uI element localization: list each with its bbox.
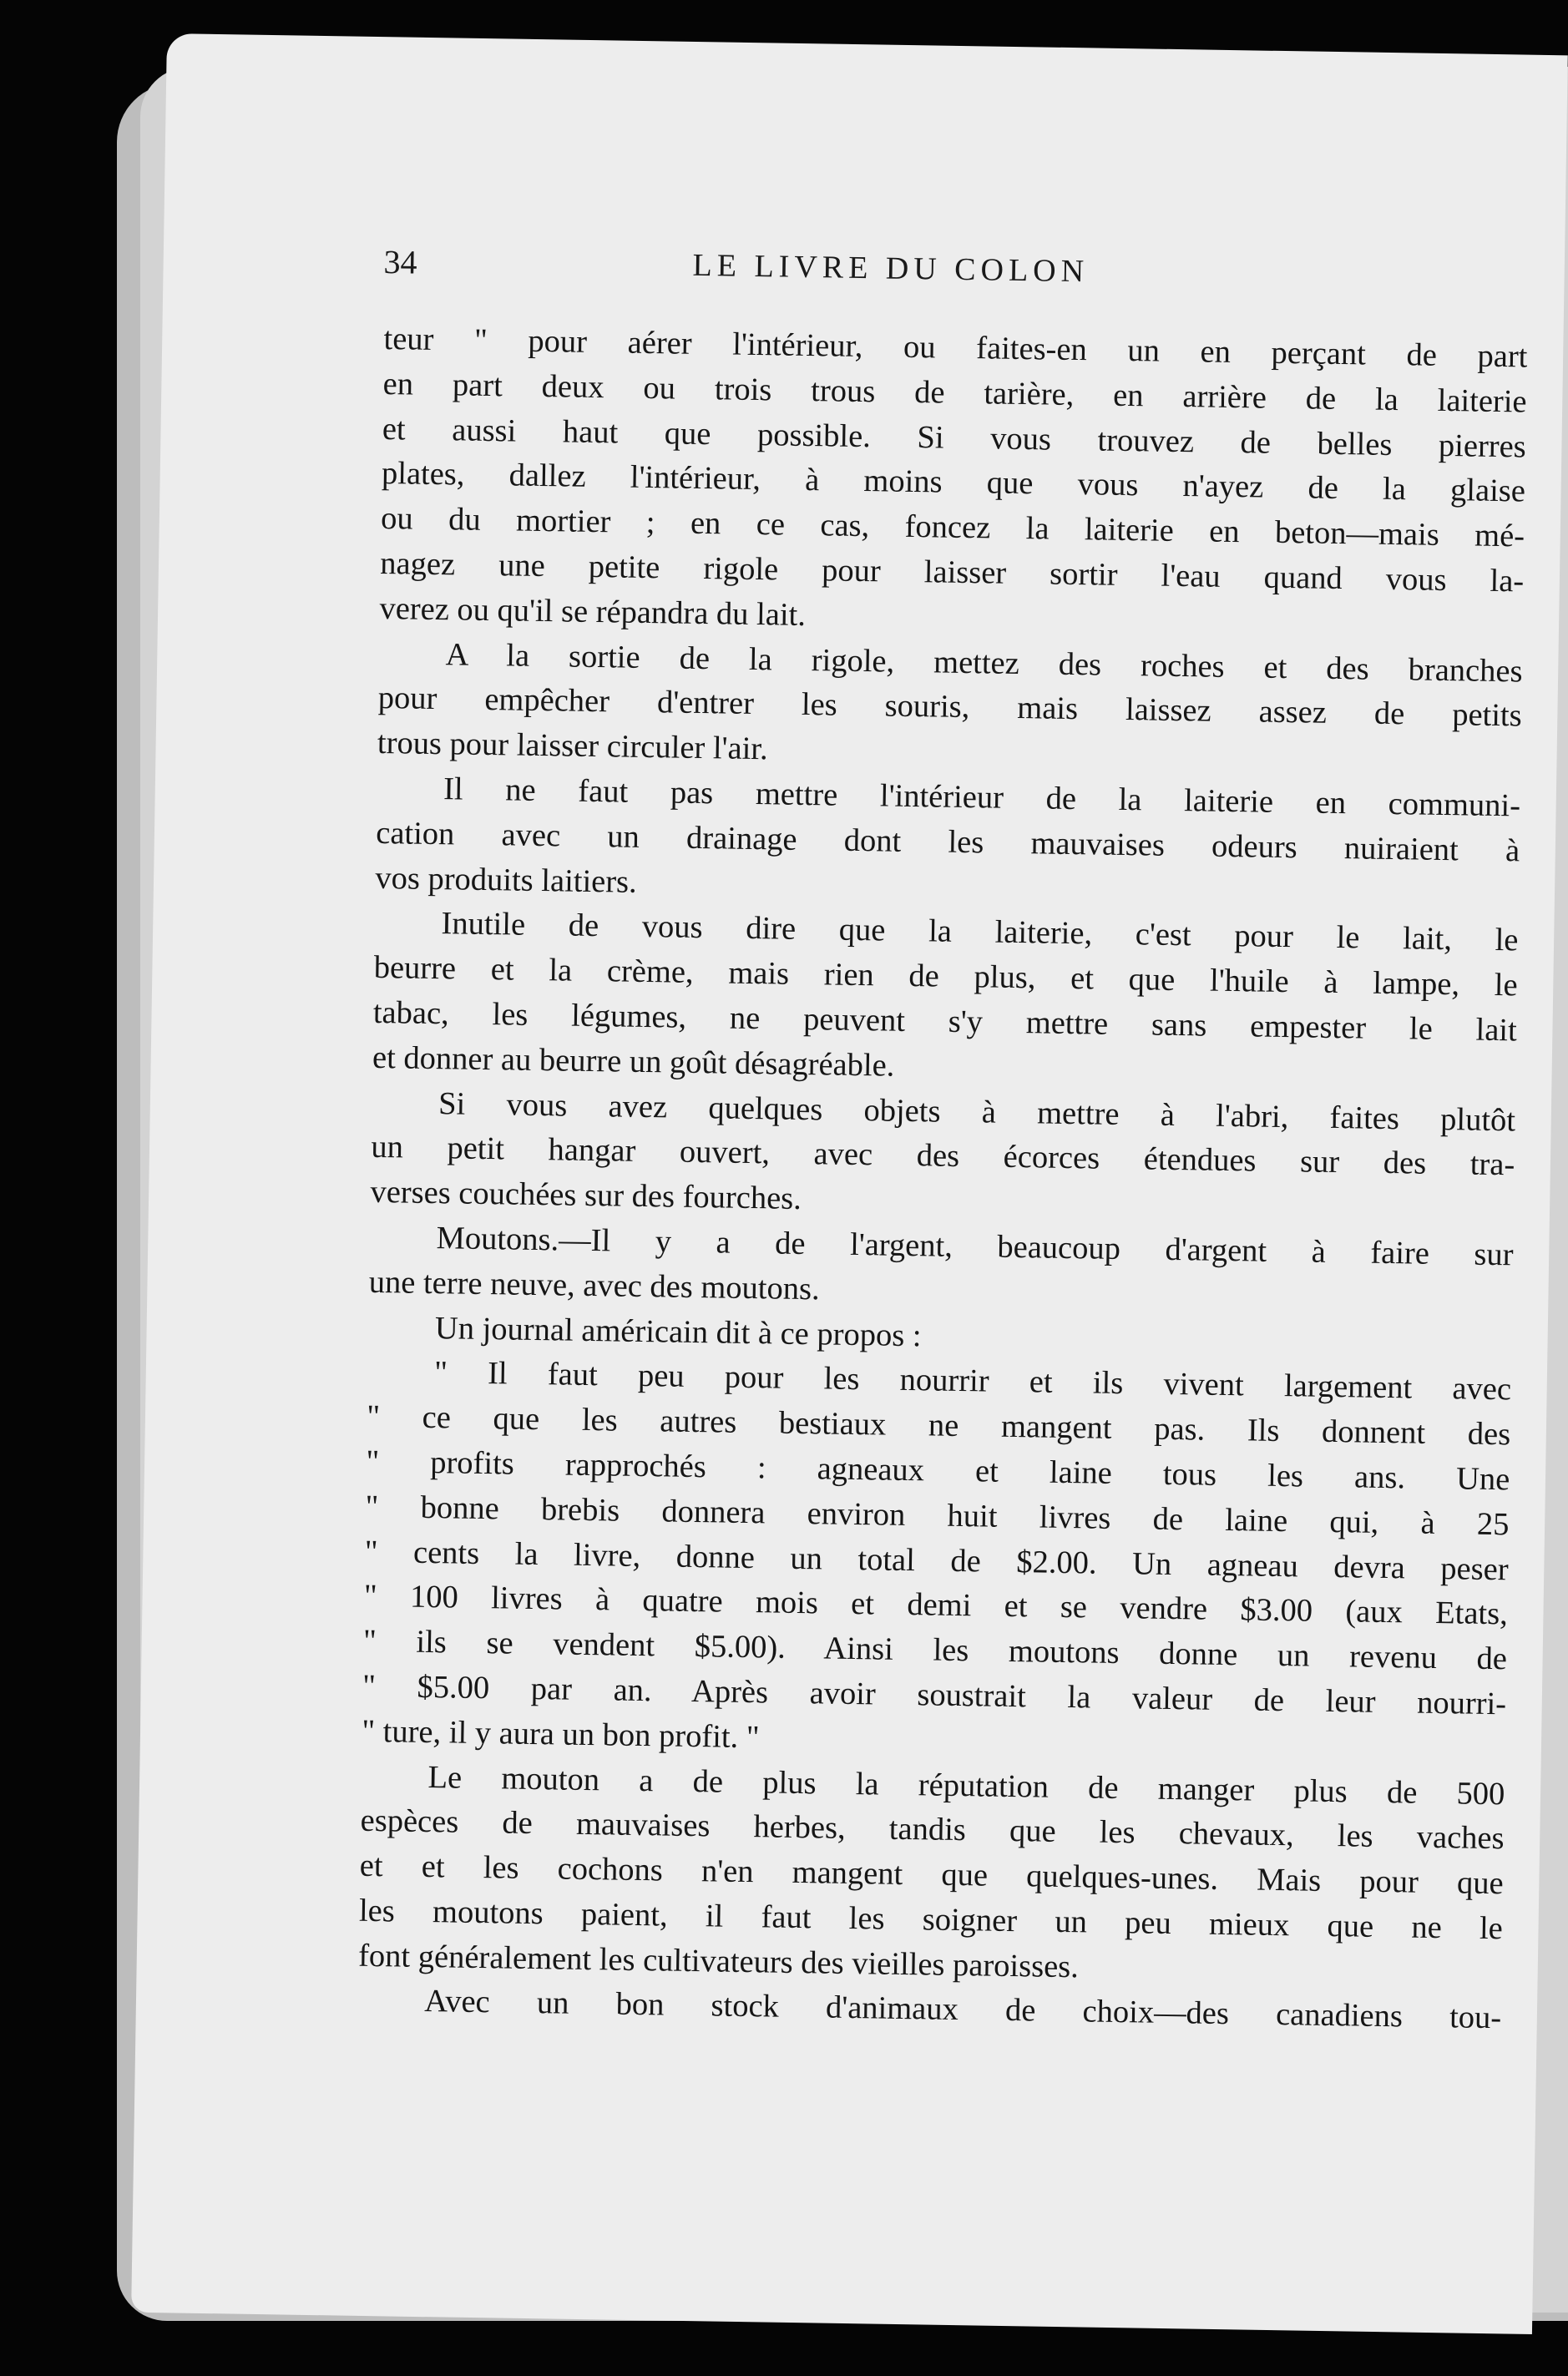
text-line: Avec un bon stock d'animaux de choix—des canadiens tou- <box>423 1984 1502 2036</box>
text-line: un petit hangar ouvert, avec des écorces étendues sur des tra- <box>371 1130 1515 1183</box>
text-line: nagez une petite rigole pour laisser sortir l'eau quand vous la- <box>380 545 1525 599</box>
text-line: cation avec un drainage dont les mauvaises odeurs nuiraient à <box>375 815 1520 869</box>
text-line: ou du mortier ; en ce cas, foncez la laiterie en beton—mais mé- <box>380 501 1525 554</box>
text-line: les moutons paient, il faut les soigner un peu mieux que ne le <box>358 1893 1504 1947</box>
text-line: en part deux ou trois trous de tarière, en arrière de la laiterie <box>382 366 1527 420</box>
running-title: LE LIVRE DU COLON <box>692 247 1090 290</box>
text-line: verez ou qu'il se répandra du lait. <box>379 590 807 633</box>
text-line: plates, dallez l'intérieur, à moins que vous n'ayez de la glaise <box>381 456 1526 509</box>
text-line: teur " pour aérer l'intérieur, ou faites-en un en perçant de part <box>383 321 1528 375</box>
text-line: Inutile de vous dire que la laiterie, c'est pour le lait, le <box>441 906 1519 958</box>
text-line: " $5.00 par an. Après avoir soustrait la valeur de leur nourri- <box>362 1668 1507 1722</box>
text-line: espèces de mauvaises herbes, tandis que les chevaux, les vaches <box>360 1803 1505 1857</box>
text-line: Un journal américain dit à ce propos : <box>434 1310 922 1353</box>
text-line: " ils se vendent $5.00). Ainsi les moutons donne un revenu de <box>362 1623 1508 1677</box>
text-line: Il ne faut pas mettre l'intérieur de la laiterie en communi- <box>443 771 1521 824</box>
text-line: " ce que les autres bestiaux ne mangent pas. Ils donnent des <box>366 1398 1511 1453</box>
text-line: pour empêcher d'entrer les souris, mais laissez assez de petits <box>377 680 1522 734</box>
text-line: font généralement les cultivateurs des vieilles paroisses. <box>357 1938 1080 1984</box>
text-line: " Il faut peu pour les nourrir et ils vivent largement avec <box>433 1355 1512 1408</box>
page-number: 34 <box>383 242 417 281</box>
text-line: vos produits laitiers. <box>375 860 638 900</box>
text-line: et aussi haut que possible. Si vous trouvez de belles pierres <box>382 411 1527 465</box>
text-line: " ture, il y aura un bon profit. " <box>362 1713 760 1755</box>
text-line: et donner au beurre un goût désagréable. <box>372 1039 895 1084</box>
text-line: Le mouton a de plus la réputation de manger plus de 500 <box>427 1759 1505 1812</box>
text-line: beurre et la crème, mais rien de plus, et que l'huile à lampe, le <box>373 950 1518 1003</box>
text-line: A la sortie de la rigole, mettez des roches et des branches <box>445 636 1523 690</box>
text-line: Moutons.—Il y a de l'argent, beaucoup d'argent à faire sur <box>436 1221 1514 1273</box>
text-line: " profits rapprochés : agneaux et laine tous les ans. Une <box>366 1443 1510 1498</box>
text-line: et et les cochons n'en mangent que quelques-unes. Mais pour que <box>359 1848 1505 1902</box>
text-line: " 100 livres à quatre mois et demi et se vendre $3.00 (aux Etats, <box>363 1579 1509 1632</box>
text-line: " bonne brebis donnera environ huit livres de laine qui, à 25 <box>365 1489 1510 1543</box>
text-line: " cents la livre, donne un total de $2.00. Un agneau devra peser <box>364 1534 1509 1587</box>
text-line: tabac, les légumes, ne peuvent s'y mettre sans empester le lait <box>372 994 1518 1049</box>
text-line: trous pour laisser circuler l'air. <box>377 725 768 767</box>
text-line: une terre neuve, avec des moutons. <box>368 1264 820 1307</box>
text-line: Si vous avez quelques objets à mettre à l'abri, faites plutôt <box>438 1085 1516 1138</box>
text-line: verses couchées sur des fourches. <box>370 1175 802 1217</box>
body-text <box>357 317 1528 2042</box>
